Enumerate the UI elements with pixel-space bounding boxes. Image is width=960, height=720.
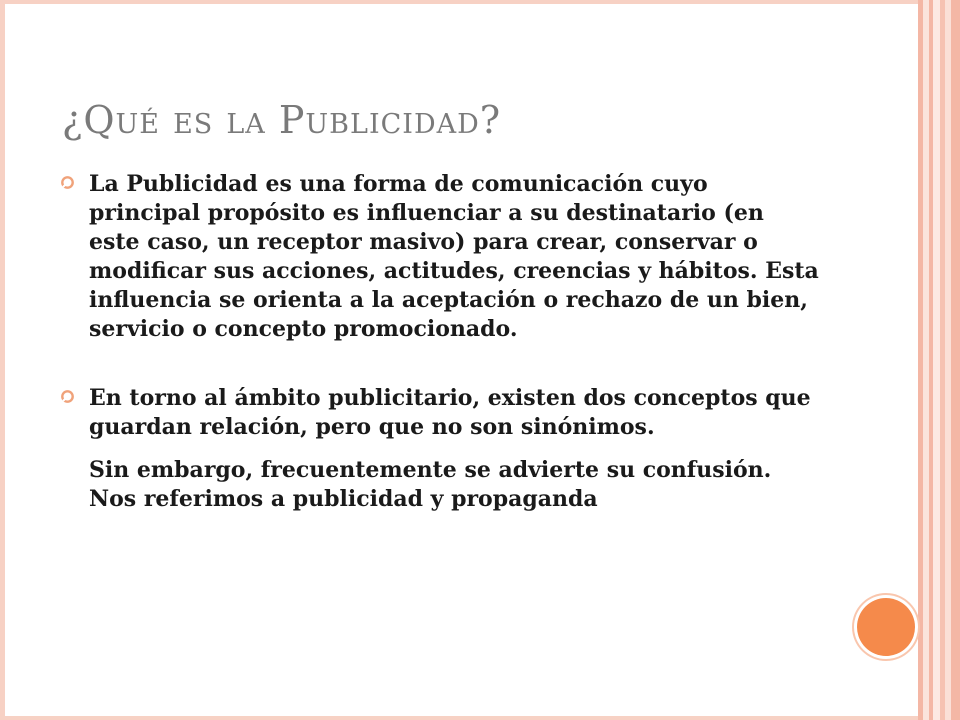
orange-circle-decoration xyxy=(857,598,915,656)
stripe xyxy=(951,0,960,720)
bullet-text: La Publicidad es una forma de comunicación cuyo principal propósito es influenciar a su destinatario (en este caso, un receptor masivo) para crear, conservar o modificar sus acciones, actitudes, creencias y hábitos. Esta influencia se orienta a la aceptación o rechazo de un bien, servicio o concepto promocionado. xyxy=(89,171,819,342)
bullet-item xyxy=(60,170,820,344)
top-border xyxy=(0,0,920,4)
slide-content xyxy=(60,170,820,514)
slide-title: ¿Qué es la Publicidad? xyxy=(62,98,502,142)
ring-bullet-icon xyxy=(60,175,75,190)
bullet-continuation-text: Sin embargo, frecuentemente se advierte su confusión. Nos referimos a publicidad y propaganda xyxy=(89,457,772,512)
bullet-item xyxy=(60,384,820,442)
bullet-text: En torno al ámbito publicitario, existen dos conceptos que guardan relación, pero que no son sinónimos. xyxy=(89,385,811,440)
stripe xyxy=(933,0,940,720)
bottom-border xyxy=(0,716,920,720)
ring-bullet-icon xyxy=(60,389,75,404)
right-stripes xyxy=(918,0,960,720)
left-border xyxy=(0,0,5,720)
